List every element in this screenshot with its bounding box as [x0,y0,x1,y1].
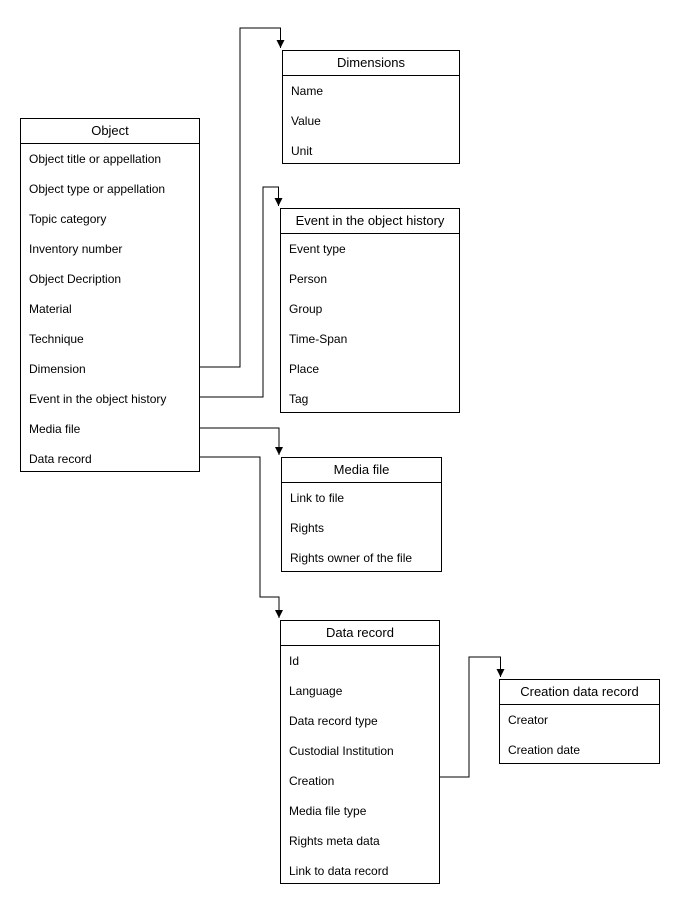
entity-dimensions-field-name: Name [291,84,324,98]
entity-event-in-object-history[interactable] [280,208,460,413]
entity-datarecord-title: Data record [281,621,439,646]
entity-object-field-title-or-appellation: Object title or appellation [29,152,162,166]
entity-media-title: Media file [282,458,441,483]
entity-dimensions-title: Dimensions [283,51,459,76]
entity-datarecord-field-media-file-type: Media file type [289,804,367,818]
entity-data-record[interactable] [280,620,440,884]
entity-creation-field-creator: Creator [508,713,549,727]
entity-datarecord-field-rights-meta-data: Rights meta data [289,834,380,848]
entity-event-field-person: Person [289,272,328,286]
entity-creation-data-record[interactable] [499,679,660,764]
entity-object-field-dimension: Dimension [29,362,86,376]
entity-object-field-event-history: Event in the object history [29,392,167,406]
entity-creation-field-creation-date: Creation date [508,743,581,757]
entity-creation-title: Creation data record [500,680,659,705]
entity-object-field-data-record: Data record [29,452,92,466]
entity-event-field-place: Place [289,362,320,376]
entity-object-field-material: Material [29,302,72,316]
entity-event-field-time-span: Time-Span [289,332,348,346]
entity-object-field-topic-category: Topic category [29,212,107,226]
entity-object[interactable] [20,118,200,472]
entity-dimensions-field-value: Value [291,114,321,128]
entity-datarecord-field-type: Data record type [289,714,378,728]
edge-object-to-dimensions[interactable] [200,28,281,367]
entity-object-field-media-file: Media file [29,422,81,436]
entity-media-field-rights: Rights [290,521,325,535]
edge-object-to-event[interactable] [200,187,279,397]
entity-object-field-technique: Technique [29,332,84,346]
entity-object-field-description: Object Decription [29,272,122,286]
entity-event-title: Event in the object history [281,209,459,234]
entity-dimensions-field-unit: Unit [291,144,313,158]
entity-datarecord-field-link-to-data-record: Link to data record [289,864,389,878]
edge-datarecord-to-creation[interactable] [440,657,501,777]
entity-datarecord-field-id: Id [289,654,300,668]
entity-datarecord-field-creation: Creation [289,774,335,788]
entity-object-field-type-or-appellation: Object type or appellation [29,182,166,196]
entity-media-file[interactable] [281,457,442,572]
entity-event-field-event-type: Event type [289,242,346,256]
entity-datarecord-field-language: Language [289,684,343,698]
entity-media-field-rights-owner: Rights owner of the file [290,551,413,565]
entity-dimensions[interactable] [282,50,460,164]
entity-event-field-group: Group [289,302,323,316]
entity-object-title: Object [21,119,199,144]
edge-object-to-media[interactable] [200,428,279,455]
entity-datarecord-field-custodial-institution: Custodial Institution [289,744,394,758]
entity-object-field-inventory-number: Inventory number [29,242,123,256]
entity-media-field-link-to-file: Link to file [290,491,345,505]
entity-event-field-tag: Tag [289,392,309,406]
edge-object-to-datarecord[interactable] [200,457,279,618]
